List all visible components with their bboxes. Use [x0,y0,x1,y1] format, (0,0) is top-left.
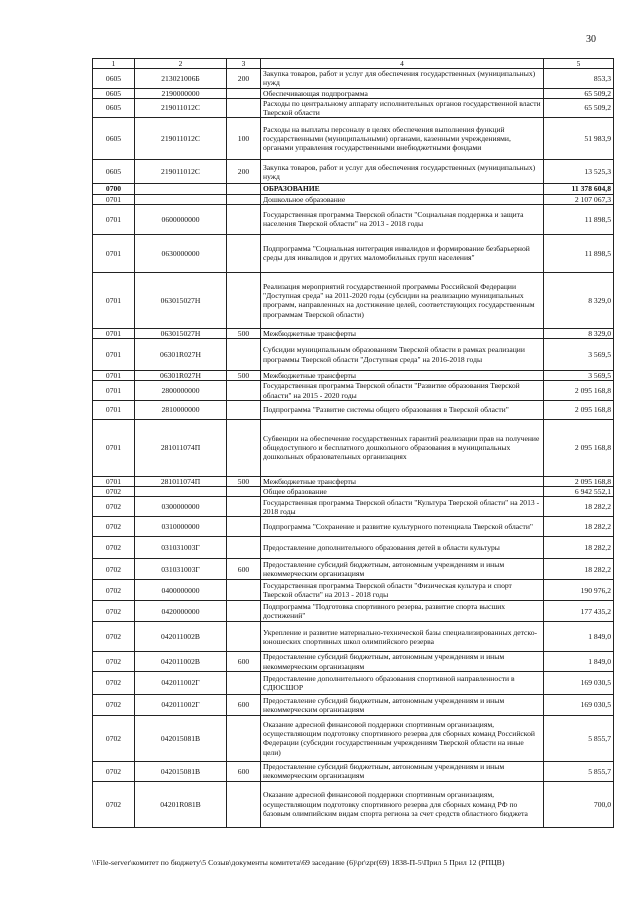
amount-cell: 8 329,0 [544,328,614,338]
table-row [93,381,614,401]
expense-type-cell: 100 [227,118,261,160]
code-cell: 2810000000 [135,400,227,419]
col-header-name: 4 [261,59,544,69]
name-cell: Предоставление субсидий бюджетным, автономным учреждениям и иным некоммерческим организациям [261,761,544,781]
name-cell: Реализация мероприятий государственной программы Российской Федерации "Доступная среда" на 2011-2020 годы (субсидии на реализацию муниципальных программ, направленных на достижение целей, соответствующих государственным программам Тверской области) [261,272,544,328]
name-cell: Предоставление субсидий бюджетным, автономным учреждениям и иным некоммерческим организациям [261,694,544,715]
page-number: 30 [586,34,596,45]
section-cell: 0702 [93,781,135,827]
name-cell: Оказание адресной финансовой поддержки спортивным организациям, осуществляющим подготовку спортивного резерва для сборных команд Российской Федерации (субсидии государственным учреждениям Тверской области на иные цели) [261,715,544,761]
code-cell: 0600000000 [135,204,227,234]
expense-type-cell: 200 [227,69,261,89]
amount-cell: 13 525,3 [544,160,614,184]
expense-type-cell [227,487,261,497]
name-cell: Межбюджетные трансферты [261,328,544,338]
code-cell: 219011012С [135,98,227,118]
name-cell: Дошкольное образование [261,194,544,204]
table-row [93,652,614,672]
expense-type-cell: 500 [227,371,261,381]
name-cell: Субвенции на обеспечение государственных гарантий реализации прав на получение общедоступного и бесплатного дошкольного образования в муниципальных дошкольных образовательных организациях [261,419,544,476]
name-cell: Закупка товаров, работ и услуг для обеспечения государственных (муниципальных) нужд [261,69,544,89]
code-cell: 2800000000 [135,381,227,401]
table-row [93,671,614,694]
name-cell: Расходы на выплаты персоналу в целях обеспечения выполнения функций государственными (муниципальными) органами, казенными учреждениями, органами управления государственными внебюджетными фондами [261,118,544,160]
code-cell: 219011012С [135,160,227,184]
name-cell: Общее образование [261,487,544,497]
col-header-expense-type: 3 [227,59,261,69]
expense-type-cell [227,580,261,601]
section-cell: 0701 [93,194,135,204]
name-cell: Субсидии муниципальным образованиям Тверской области в рамках реализации программы Тверской области "Доступная среда" на 2016-2018 годы [261,339,544,371]
amount-cell: 2 095 168,8 [544,381,614,401]
table-row [93,487,614,497]
col-header-section: 1 [93,59,135,69]
section-cell: 0701 [93,272,135,328]
table-row [93,601,614,622]
expense-type-cell [227,234,261,272]
name-cell: Укрепление и развитие материально-технической базы специализированных детско-юношеских спортивных школ олимпийского резерва [261,622,544,652]
amount-cell: 2 095 168,8 [544,400,614,419]
section-cell: 0701 [93,476,135,486]
amount-cell: 169 030,5 [544,694,614,715]
expense-type-cell [227,622,261,652]
expense-type-cell [227,517,261,537]
amount-cell: 8 329,0 [544,272,614,328]
expense-type-cell [227,537,261,559]
expense-type-cell: 600 [227,761,261,781]
code-cell: 2190000000 [135,88,227,98]
code-cell: 042015081В [135,761,227,781]
amount-cell: 18 282,2 [544,497,614,517]
code-cell: 063015027Н [135,328,227,338]
table-row [93,622,614,652]
expense-type-cell [227,781,261,827]
table-row [93,69,614,89]
col-header-code: 2 [135,59,227,69]
table-row [93,160,614,184]
section-cell: 0702 [93,761,135,781]
budget-table [92,58,614,828]
section-cell: 0702 [93,580,135,601]
expense-type-cell [227,497,261,517]
expense-type-cell [227,601,261,622]
name-cell: Оказание адресной финансовой поддержки спортивным организациям, осуществляющим подготовку спортивного резерва для сборных команд РФ по базовым олимпийским видам спорта региона за счет средств областного бюджета [261,781,544,827]
table-row [93,234,614,272]
amount-cell: 853,3 [544,69,614,89]
table-row [93,715,614,761]
expense-type-cell: 500 [227,328,261,338]
expense-type-cell: 500 [227,476,261,486]
amount-cell: 18 282,2 [544,537,614,559]
expense-type-cell [227,194,261,204]
amount-cell: 65 509,2 [544,88,614,98]
section-cell: 0701 [93,328,135,338]
section-cell: 0605 [93,69,135,89]
section-cell: 0701 [93,234,135,272]
name-cell: Предоставление субсидий бюджетным, автономным учреждениям и иным некоммерческим организациям [261,652,544,672]
file-path-footer: \\File-server\комитет по бюджету\5 Созыв\документы комитета\69 заседание (6)\pr\zpr(69) 1838-П-5\Прил 5 Прил 12 (РПЦВ) [92,858,505,867]
expense-type-cell: 600 [227,694,261,715]
code-cell: 0400000000 [135,580,227,601]
name-cell: Закупка товаров, работ и услуг для обеспечения государственных (муниципальных) нужд [261,160,544,184]
code-cell: 063015027Н [135,272,227,328]
section-cell: 0605 [93,88,135,98]
code-cell: 0630000000 [135,234,227,272]
section-cell: 0605 [93,98,135,118]
amount-cell: 6 942 552,1 [544,487,614,497]
expense-type-cell: 600 [227,652,261,672]
section-cell: 0702 [93,715,135,761]
table-header-row [93,59,614,69]
table-row [93,761,614,781]
table-row [93,559,614,580]
section-cell: 0702 [93,694,135,715]
code-cell: 281011074П [135,476,227,486]
expense-type-cell [227,98,261,118]
section-cell: 0702 [93,537,135,559]
code-cell [135,487,227,497]
amount-cell: 5 855,7 [544,761,614,781]
code-cell: 042011002В [135,652,227,672]
table-row [93,580,614,601]
expense-type-cell: 600 [227,559,261,580]
expense-type-cell [227,671,261,694]
amount-cell: 3 569,5 [544,371,614,381]
name-cell: Подпрограмма "Социальная интеграция инвалидов и формирование безбарьерной среды для инвалидов и других маломобильных групп населения" [261,234,544,272]
code-cell [135,184,227,194]
name-cell: Обеспечивающая подпрограмма [261,88,544,98]
section-cell: 0700 [93,184,135,194]
amount-cell: 65 509,2 [544,98,614,118]
amount-cell: 3 569,5 [544,339,614,371]
expense-type-cell [227,272,261,328]
section-cell: 0605 [93,118,135,160]
code-cell: 031031003Г [135,537,227,559]
amount-cell: 11 898,5 [544,204,614,234]
name-cell: Подпрограмма "Сохранение и развитие культурного потенциала Тверской области" [261,517,544,537]
amount-cell: 700,0 [544,781,614,827]
section-cell: 0702 [93,497,135,517]
table-row [93,694,614,715]
name-cell: Государственная программа Тверской области "Развитие образования Тверской области" на 2015 - 2020 годы [261,381,544,401]
table-row [93,476,614,486]
amount-cell: 11 898,5 [544,234,614,272]
name-cell: Расходы по центральному аппарату исполнительных органов государственной власти Тверской области [261,98,544,118]
section-cell: 0701 [93,400,135,419]
name-cell: Предоставление дополнительного образования спортивной направленности в СДЮСШОР [261,671,544,694]
amount-cell: 1 849,0 [544,652,614,672]
name-cell: Предоставление дополнительного образования детей в области культуры [261,537,544,559]
section-cell: 0702 [93,652,135,672]
section-cell: 0702 [93,559,135,580]
name-cell: Межбюджетные трансферты [261,476,544,486]
expense-type-cell: 200 [227,160,261,184]
table-body [93,69,614,828]
section-cell: 0702 [93,622,135,652]
expense-type-cell [227,381,261,401]
amount-cell: 2 095 168,8 [544,419,614,476]
section-cell: 0701 [93,381,135,401]
code-cell: 219011012С [135,118,227,160]
code-cell: 042015081В [135,715,227,761]
expense-type-cell [227,204,261,234]
section-cell: 0702 [93,487,135,497]
table-row [93,339,614,371]
code-cell: 031031003Г [135,559,227,580]
table-row [93,184,614,194]
amount-cell: 18 282,2 [544,559,614,580]
expense-type-cell [227,419,261,476]
section-cell: 0702 [93,517,135,537]
name-cell: Государственная программа Тверской области "Физическая культура и спорт Тверской области" на 2013 - 2018 годы [261,580,544,601]
amount-cell: 5 855,7 [544,715,614,761]
table-row [93,497,614,517]
amount-cell: 169 030,5 [544,671,614,694]
table-row [93,328,614,338]
code-cell: 042011002В [135,622,227,652]
code-cell: 06301R027Н [135,339,227,371]
expense-type-cell [227,339,261,371]
name-cell: Подпрограмма "Развитие системы общего образования в Тверской области" [261,400,544,419]
amount-cell: 1 849,0 [544,622,614,652]
section-cell: 0605 [93,160,135,184]
code-cell: 042011002Г [135,671,227,694]
table-row [93,204,614,234]
amount-cell: 51 983,9 [544,118,614,160]
code-cell: 281011074П [135,419,227,476]
name-cell: Подпрограмма "Подготовка спортивного резерва, развитие спорта высших достижений" [261,601,544,622]
section-cell: 0702 [93,601,135,622]
table-row [93,517,614,537]
section-cell: 0702 [93,671,135,694]
name-cell: ОБРАЗОВАНИЕ [261,184,544,194]
section-cell: 0701 [93,371,135,381]
table-row [93,781,614,827]
section-cell: 0701 [93,204,135,234]
expense-type-cell [227,88,261,98]
code-cell: 0310000000 [135,517,227,537]
code-cell: 0300000000 [135,497,227,517]
amount-cell: 11 378 604,8 [544,184,614,194]
table-row [93,371,614,381]
name-cell: Государственная программа Тверской области "Социальная поддержка и защита населения Тверской области" на 2013 - 2018 годы [261,204,544,234]
table-row [93,400,614,419]
table-row [93,537,614,559]
col-header-amount: 5 [544,59,614,69]
table-row [93,272,614,328]
amount-cell: 2 095 168,8 [544,476,614,486]
amount-cell: 190 976,2 [544,580,614,601]
name-cell: Предоставление субсидий бюджетным, автономным учреждениям и иным некоммерческим организациям [261,559,544,580]
code-cell: 042011002Г [135,694,227,715]
expense-type-cell [227,715,261,761]
code-cell: 04201R081В [135,781,227,827]
table-row [93,88,614,98]
table-row [93,98,614,118]
name-cell: Государственная программа Тверской области "Культура Тверской области" на 2013 - 2018 годы [261,497,544,517]
section-cell: 0701 [93,419,135,476]
expense-type-cell [227,400,261,419]
table-row [93,194,614,204]
code-cell [135,194,227,204]
table-row [93,419,614,476]
code-cell: 0420000000 [135,601,227,622]
table-row [93,118,614,160]
amount-cell: 18 282,2 [544,517,614,537]
code-cell: 06301R027Н [135,371,227,381]
amount-cell: 2 107 067,3 [544,194,614,204]
section-cell: 0701 [93,339,135,371]
amount-cell: 177 435,2 [544,601,614,622]
name-cell: Межбюджетные трансферты [261,371,544,381]
expense-type-cell [227,184,261,194]
code-cell: 213021006Б [135,69,227,89]
